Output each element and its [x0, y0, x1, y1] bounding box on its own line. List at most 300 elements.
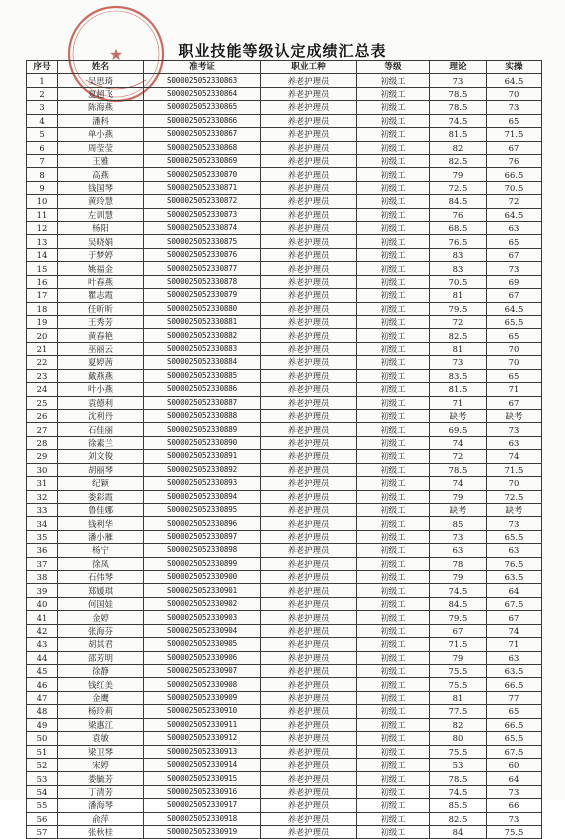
cell-occupation: 养老护理员	[261, 302, 357, 315]
cell-name: 王秀芳	[58, 316, 144, 329]
svg-text:★: ★	[108, 45, 124, 64]
cell-name: 任昕昕	[58, 302, 144, 315]
table-row	[27, 477, 542, 490]
cell-practical: 70	[487, 356, 542, 369]
cell-name: 娄彩霞	[58, 490, 144, 503]
cell-name: 王雅	[58, 154, 144, 167]
cell-theory: 67	[430, 624, 487, 637]
table-row	[27, 409, 542, 422]
cell-name: 丁清芳	[58, 785, 144, 798]
cell-occupation: 养老护理员	[261, 597, 357, 610]
cell-occupation: 养老护理员	[261, 678, 357, 691]
cell-ticket: S000025052330905	[144, 638, 261, 651]
cell-occupation: 养老护理员	[261, 705, 357, 718]
cell-name: 石佳丽	[58, 423, 144, 436]
cell-practical: 64.5	[487, 208, 542, 221]
cell-name: 宋婷	[58, 758, 144, 771]
cell-name: 梁惠江	[58, 718, 144, 731]
cell-seq: 30	[27, 463, 58, 476]
cell-name: 袁敏	[58, 732, 144, 745]
cell-level: 初级工	[357, 705, 430, 718]
cell-seq: 11	[27, 208, 58, 221]
cell-level: 初级工	[357, 369, 430, 382]
cell-ticket: S000025052330870	[144, 168, 261, 181]
table-row	[27, 356, 542, 369]
table-row	[27, 611, 542, 624]
cell-level: 初级工	[357, 584, 430, 597]
cell-level: 初级工	[357, 718, 430, 731]
cell-practical: 65	[487, 235, 542, 248]
cell-practical: 66.5	[487, 168, 542, 181]
table-row	[27, 745, 542, 758]
cell-name: 徐素兰	[58, 436, 144, 449]
cell-ticket: S000025052330875	[144, 235, 261, 248]
cell-ticket: S000025052330866	[144, 114, 261, 127]
cell-ticket: S000025052330913	[144, 745, 261, 758]
cell-name: 俞萍	[58, 812, 144, 825]
cell-occupation: 养老护理员	[261, 826, 357, 839]
cell-occupation: 养老护理员	[261, 477, 357, 490]
cell-ticket: S000025052330889	[144, 423, 261, 436]
table-row	[27, 329, 542, 342]
cell-occupation: 养老护理员	[261, 289, 357, 302]
cell-occupation: 养老护理员	[261, 799, 357, 812]
cell-theory: 81	[430, 691, 487, 704]
cell-ticket: S000025052330888	[144, 409, 261, 422]
cell-practical: 67	[487, 289, 542, 302]
table-row	[27, 195, 542, 208]
cell-level: 初级工	[357, 87, 430, 100]
cell-theory: 74.5	[430, 114, 487, 127]
cell-name: 左训慧	[58, 208, 144, 221]
cell-seq: 52	[27, 758, 58, 771]
cell-occupation: 养老护理员	[261, 396, 357, 409]
cell-practical: 71	[487, 638, 542, 651]
cell-theory: 74.5	[430, 785, 487, 798]
cell-practical: 63.5	[487, 664, 542, 677]
cell-practical: 70	[487, 477, 542, 490]
cell-practical: 缺考	[487, 503, 542, 516]
cell-practical: 74	[487, 450, 542, 463]
cell-level: 初级工	[357, 664, 430, 677]
header-level: 等级	[357, 61, 430, 74]
cell-practical: 71.5	[487, 463, 542, 476]
cell-level: 初级工	[357, 342, 430, 355]
cell-name: 钱国琴	[58, 181, 144, 194]
cell-practical: 69	[487, 275, 542, 288]
cell-occupation: 养老护理员	[261, 423, 357, 436]
cell-ticket: S000025052330916	[144, 785, 261, 798]
table-row	[27, 222, 542, 235]
cell-level: 初级工	[357, 611, 430, 624]
cell-ticket: S000025052330892	[144, 463, 261, 476]
cell-level: 初级工	[357, 168, 430, 181]
table-row	[27, 571, 542, 584]
cell-level: 初级工	[357, 544, 430, 557]
cell-name: 杨阳	[58, 222, 144, 235]
cell-theory: 78.5	[430, 772, 487, 785]
cell-level: 初级工	[357, 316, 430, 329]
cell-level: 初级工	[357, 289, 430, 302]
cell-ticket: S000025052330865	[144, 101, 261, 114]
table-row	[27, 503, 542, 516]
cell-ticket: S000025052330891	[144, 450, 261, 463]
cell-occupation: 养老护理员	[261, 87, 357, 100]
cell-level: 初级工	[357, 463, 430, 476]
cell-practical: 67.5	[487, 745, 542, 758]
cell-level: 初级工	[357, 597, 430, 610]
cell-theory: 缺考	[430, 503, 487, 516]
cell-level: 初级工	[357, 732, 430, 745]
cell-seq: 8	[27, 168, 58, 181]
cell-seq: 35	[27, 530, 58, 543]
cell-practical: 72	[487, 195, 542, 208]
cell-level: 初级工	[357, 772, 430, 785]
cell-ticket: S000025052330873	[144, 208, 261, 221]
cell-theory: 79	[430, 571, 487, 584]
cell-ticket: S000025052330869	[144, 154, 261, 167]
cell-name: 高燕	[58, 168, 144, 181]
cell-practical: 77	[487, 691, 542, 704]
cell-theory: 85.5	[430, 799, 487, 812]
cell-ticket: S000025052330898	[144, 544, 261, 557]
cell-occupation: 养老护理员	[261, 785, 357, 798]
cell-occupation: 养老护理员	[261, 181, 357, 194]
cell-occupation: 养老护理员	[261, 530, 357, 543]
cell-practical: 73	[487, 517, 542, 530]
cell-occupation: 养老护理员	[261, 409, 357, 422]
table-row	[27, 101, 542, 114]
table-row	[27, 544, 542, 557]
cell-seq: 46	[27, 678, 58, 691]
cell-name: 钱利华	[58, 517, 144, 530]
cell-name: 张海芬	[58, 624, 144, 637]
cell-ticket: S000025052330903	[144, 611, 261, 624]
cell-name: 黄春艳	[58, 329, 144, 342]
cell-theory: 82	[430, 718, 487, 731]
table-row	[27, 181, 542, 194]
cell-seq: 33	[27, 503, 58, 516]
cell-ticket: S000025052330899	[144, 557, 261, 570]
cell-theory: 72.5	[430, 181, 487, 194]
cell-occupation: 养老护理员	[261, 772, 357, 785]
cell-practical: 66	[487, 799, 542, 812]
cell-occupation: 养老护理员	[261, 128, 357, 141]
cell-level: 初级工	[357, 799, 430, 812]
cell-theory: 84.5	[430, 597, 487, 610]
cell-seq: 7	[27, 154, 58, 167]
cell-ticket: S000025052330872	[144, 195, 261, 208]
cell-theory: 78.5	[430, 87, 487, 100]
cell-ticket: S000025052330911	[144, 718, 261, 731]
cell-ticket: S000025052330871	[144, 181, 261, 194]
cell-level: 初级工	[357, 826, 430, 839]
cell-level: 初级工	[357, 235, 430, 248]
cell-theory: 72	[430, 316, 487, 329]
cell-ticket: S000025052330914	[144, 758, 261, 771]
cell-level: 初级工	[357, 114, 430, 127]
cell-theory: 74	[430, 436, 487, 449]
cell-practical: 63	[487, 651, 542, 664]
table-row	[27, 436, 542, 449]
cell-occupation: 养老护理员	[261, 329, 357, 342]
cell-seq: 9	[27, 181, 58, 194]
cell-occupation: 养老护理员	[261, 651, 357, 664]
cell-ticket: S000025052330910	[144, 705, 261, 718]
cell-occupation: 养老护理员	[261, 342, 357, 355]
cell-seq: 19	[27, 316, 58, 329]
cell-name: 杨宁	[58, 544, 144, 557]
cell-occupation: 养老护理员	[261, 463, 357, 476]
cell-seq: 21	[27, 342, 58, 355]
table-row	[27, 423, 542, 436]
cell-name: 周莹莹	[58, 141, 144, 154]
cell-theory: 63	[430, 544, 487, 557]
cell-level: 初级工	[357, 396, 430, 409]
cell-practical: 65.5	[487, 732, 542, 745]
cell-occupation: 养老护理员	[261, 262, 357, 275]
cell-seq: 1	[27, 74, 58, 87]
table-row	[27, 235, 542, 248]
cell-occupation: 养老护理员	[261, 758, 357, 771]
cell-level: 初级工	[357, 638, 430, 651]
cell-ticket: S000025052330897	[144, 530, 261, 543]
cell-name: 梁卫琴	[58, 745, 144, 758]
cell-ticket: S000025052330880	[144, 302, 261, 315]
table-row	[27, 517, 542, 530]
cell-seq: 37	[27, 557, 58, 570]
cell-occupation: 养老护理员	[261, 611, 357, 624]
cell-theory: 71.5	[430, 638, 487, 651]
cell-practical: 70	[487, 87, 542, 100]
cell-ticket: S000025052330900	[144, 571, 261, 584]
cell-name: 黄玲慧	[58, 195, 144, 208]
cell-name: 鲁佳娜	[58, 503, 144, 516]
table-row	[27, 208, 542, 221]
cell-level: 初级工	[357, 356, 430, 369]
cell-name: 徐静	[58, 664, 144, 677]
cell-occupation: 养老护理员	[261, 101, 357, 114]
cell-level: 初级工	[357, 302, 430, 315]
cell-seq: 25	[27, 396, 58, 409]
cell-theory: 68.5	[430, 222, 487, 235]
cell-ticket: S000025052330896	[144, 517, 261, 530]
cell-practical: 71.5	[487, 128, 542, 141]
table-body	[27, 74, 542, 839]
table-row	[27, 316, 542, 329]
table-row	[27, 826, 542, 839]
cell-theory: 79.5	[430, 611, 487, 624]
header-practical: 实操	[487, 61, 542, 74]
cell-seq: 10	[27, 195, 58, 208]
cell-practical: 65	[487, 369, 542, 382]
table-row	[27, 141, 542, 154]
cell-occupation: 养老护理员	[261, 490, 357, 503]
cell-ticket: S000025052330909	[144, 691, 261, 704]
cell-name: 石伟琴	[58, 571, 144, 584]
cell-theory: 83.5	[430, 369, 487, 382]
table-row	[27, 812, 542, 825]
cell-seq: 4	[27, 114, 58, 127]
header-occupation: 职业工种	[261, 61, 357, 74]
cell-name: 徐凤	[58, 557, 144, 570]
cell-name: 邵芳明	[58, 651, 144, 664]
cell-ticket: S000025052330902	[144, 597, 261, 610]
cell-occupation: 养老护理员	[261, 718, 357, 731]
cell-theory: 72	[430, 450, 487, 463]
cell-theory: 79	[430, 651, 487, 664]
cell-practical: 71	[487, 383, 542, 396]
cell-practical: 65.5	[487, 316, 542, 329]
cell-theory: 75.5	[430, 678, 487, 691]
cell-level: 初级工	[357, 530, 430, 543]
cell-theory: 69.5	[430, 423, 487, 436]
cell-name: 潘科	[58, 114, 144, 127]
table-row	[27, 732, 542, 745]
table-row	[27, 664, 542, 677]
cell-ticket: S000025052330907	[144, 664, 261, 677]
table-row	[27, 396, 542, 409]
cell-seq: 57	[27, 826, 58, 839]
cell-name: 巫丽云	[58, 342, 144, 355]
cell-theory: 79	[430, 168, 487, 181]
cell-theory: 75.5	[430, 745, 487, 758]
cell-seq: 47	[27, 691, 58, 704]
cell-practical: 65	[487, 329, 542, 342]
cell-level: 初级工	[357, 329, 430, 342]
cell-occupation: 养老护理员	[261, 732, 357, 745]
cell-seq: 13	[27, 235, 58, 248]
table-row	[27, 302, 542, 315]
cell-theory: 79	[430, 490, 487, 503]
table-row	[27, 248, 542, 261]
cell-occupation: 养老护理员	[261, 195, 357, 208]
cell-theory: 74.5	[430, 584, 487, 597]
cell-occupation: 养老护理员	[261, 248, 357, 261]
cell-practical: 70	[487, 342, 542, 355]
cell-theory: 78.5	[430, 463, 487, 476]
cell-occupation: 养老护理员	[261, 691, 357, 704]
table-row	[27, 289, 542, 302]
cell-occupation: 养老护理员	[261, 168, 357, 181]
cell-theory: 83	[430, 262, 487, 275]
cell-name: 陈海燕	[58, 101, 144, 114]
table-row	[27, 705, 542, 718]
cell-name: 戴燕燕	[58, 369, 144, 382]
cell-occupation: 养老护理员	[261, 383, 357, 396]
cell-seq: 14	[27, 248, 58, 261]
cell-practical: 65	[487, 705, 542, 718]
cell-ticket: S000025052330881	[144, 316, 261, 329]
cell-level: 初级工	[357, 275, 430, 288]
cell-theory: 79.5	[430, 302, 487, 315]
table-row	[27, 342, 542, 355]
cell-name: 叶小燕	[58, 383, 144, 396]
header-seq: 序号	[27, 61, 58, 74]
cell-practical: 64.5	[487, 302, 542, 315]
table-row	[27, 678, 542, 691]
cell-occupation: 养老护理员	[261, 503, 357, 516]
cell-seq: 26	[27, 409, 58, 422]
cell-ticket: S000025052330915	[144, 772, 261, 785]
cell-level: 初级工	[357, 208, 430, 221]
cell-theory: 76	[430, 208, 487, 221]
cell-level: 初级工	[357, 517, 430, 530]
table-row	[27, 584, 542, 597]
cell-theory: 缺考	[430, 409, 487, 422]
cell-name: 夏婷茜	[58, 356, 144, 369]
cell-seq: 54	[27, 785, 58, 798]
cell-level: 初级工	[357, 450, 430, 463]
cell-name: 沈利丹	[58, 409, 144, 422]
cell-ticket: S000025052330906	[144, 651, 261, 664]
cell-practical: 76.5	[487, 557, 542, 570]
cell-ticket: S000025052330878	[144, 275, 261, 288]
cell-practical: 73	[487, 101, 542, 114]
cell-name: 潘海琴	[58, 799, 144, 812]
cell-seq: 39	[27, 584, 58, 597]
cell-occupation: 养老护理员	[261, 544, 357, 557]
cell-level: 初级工	[357, 154, 430, 167]
cell-seq: 5	[27, 128, 58, 141]
cell-occupation: 养老护理员	[261, 557, 357, 570]
table-row	[27, 450, 542, 463]
cell-ticket: S000025052330904	[144, 624, 261, 637]
cell-practical: 缺考	[487, 409, 542, 422]
cell-name: 郑媛琪	[58, 584, 144, 597]
cell-ticket: S000025052330886	[144, 383, 261, 396]
cell-name: 吴晓娟	[58, 235, 144, 248]
cell-theory: 82.5	[430, 812, 487, 825]
cell-name: 姚福金	[58, 262, 144, 275]
cell-occupation: 养老护理员	[261, 154, 357, 167]
cell-practical: 67	[487, 248, 542, 261]
cell-ticket: S000025052330908	[144, 678, 261, 691]
cell-level: 初级工	[357, 624, 430, 637]
cell-occupation: 养老护理员	[261, 222, 357, 235]
cell-practical: 63	[487, 544, 542, 557]
cell-occupation: 养老护理员	[261, 369, 357, 382]
cell-seq: 44	[27, 651, 58, 664]
cell-name: 张秋桂	[58, 826, 144, 839]
cell-occupation: 养老护理员	[261, 745, 357, 758]
cell-seq: 12	[27, 222, 58, 235]
cell-practical: 75.5	[487, 826, 542, 839]
cell-name: 夏超飞	[58, 87, 144, 100]
cell-ticket: S000025052330890	[144, 436, 261, 449]
cell-theory: 84	[430, 826, 487, 839]
table-row	[27, 691, 542, 704]
cell-theory: 76.5	[430, 235, 487, 248]
cell-practical: 73	[487, 812, 542, 825]
cell-practical: 64	[487, 584, 542, 597]
cell-ticket: S000025052330919	[144, 826, 261, 839]
cell-level: 初级工	[357, 423, 430, 436]
cell-name: 杨玲莉	[58, 705, 144, 718]
cell-seq: 17	[27, 289, 58, 302]
cell-name: 何国娃	[58, 597, 144, 610]
cell-name: 娄毓芳	[58, 772, 144, 785]
cell-seq: 45	[27, 664, 58, 677]
cell-ticket: S000025052330912	[144, 732, 261, 745]
cell-seq: 36	[27, 544, 58, 557]
cell-practical: 67	[487, 611, 542, 624]
cell-level: 初级工	[357, 503, 430, 516]
cell-ticket: S000025052330876	[144, 248, 261, 261]
cell-occupation: 养老护理员	[261, 114, 357, 127]
table-row	[27, 369, 542, 382]
cell-level: 初级工	[357, 651, 430, 664]
